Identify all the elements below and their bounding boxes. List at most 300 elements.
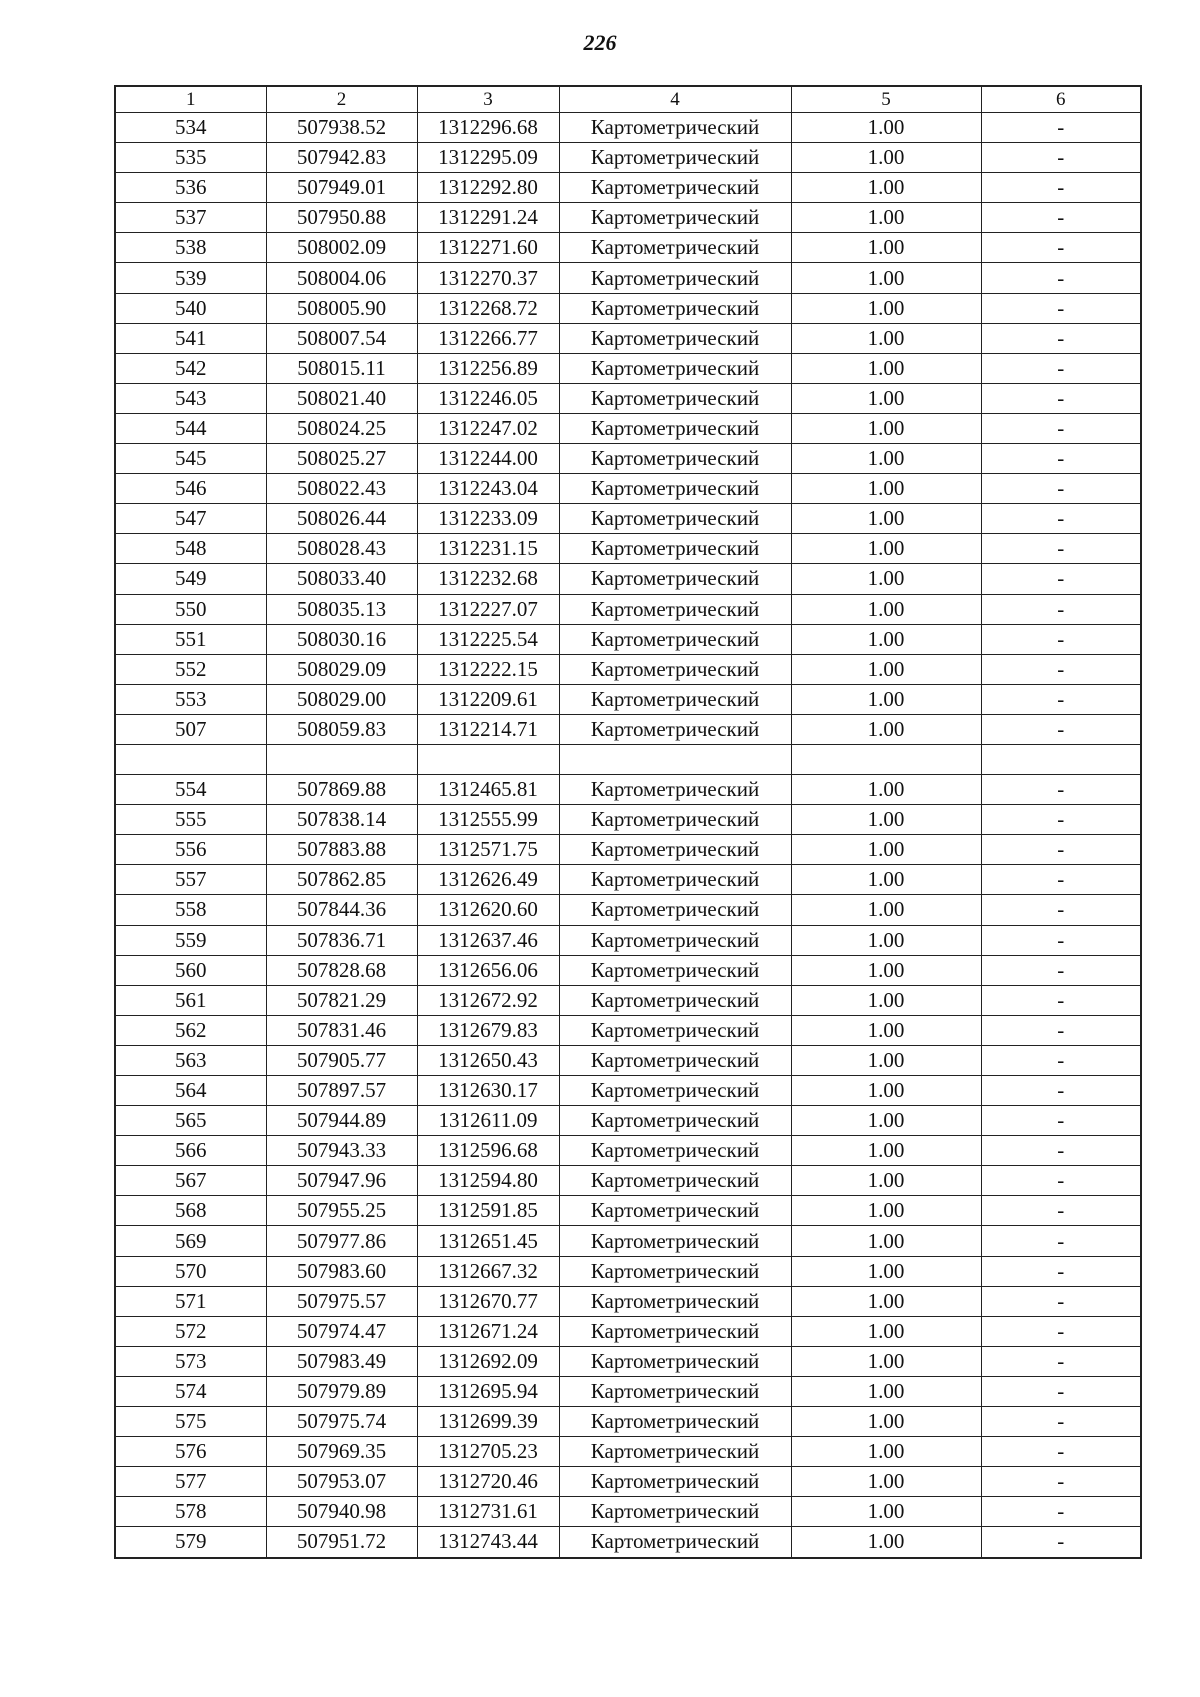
accuracy-cell: 1.00 (791, 504, 981, 534)
x-coordinate-cell: 507831.46 (266, 1015, 417, 1045)
column-header: 1 (115, 86, 266, 113)
point-number-cell: 558 (115, 895, 266, 925)
description-cell: - (981, 624, 1141, 654)
column-header: 2 (266, 86, 417, 113)
accuracy-cell: 1.00 (791, 293, 981, 323)
description-cell: - (981, 865, 1141, 895)
x-coordinate-cell: 508015.11 (266, 353, 417, 383)
point-number-cell: 545 (115, 444, 266, 474)
table-row (115, 173, 1141, 203)
table-row (115, 925, 1141, 955)
method-cell: Картометрический (559, 1015, 791, 1045)
description-cell: - (981, 1316, 1141, 1346)
column-header: 3 (417, 86, 559, 113)
x-coordinate-cell: 508029.00 (266, 684, 417, 714)
x-coordinate-cell: 508025.27 (266, 444, 417, 474)
description-cell: - (981, 1106, 1141, 1136)
method-cell: Картометрический (559, 1467, 791, 1497)
description-cell: - (981, 1136, 1141, 1166)
table-row (115, 353, 1141, 383)
method-cell: Картометрический (559, 1316, 791, 1346)
x-coordinate-cell: 507869.88 (266, 775, 417, 805)
y-coordinate-cell: 1312296.68 (417, 113, 559, 143)
point-number-cell: 552 (115, 654, 266, 684)
point-number-cell: 571 (115, 1286, 266, 1316)
point-number-cell: 549 (115, 564, 266, 594)
point-number-cell: 579 (115, 1527, 266, 1558)
accuracy-cell: 1.00 (791, 203, 981, 233)
point-number-cell: 562 (115, 1015, 266, 1045)
accuracy-cell: 1.00 (791, 835, 981, 865)
description-cell: - (981, 895, 1141, 925)
x-coordinate-cell: 507979.89 (266, 1376, 417, 1406)
method-cell: Картометрический (559, 564, 791, 594)
point-number-cell: 536 (115, 173, 266, 203)
x-coordinate-cell: 507974.47 (266, 1316, 417, 1346)
point-number-cell: 578 (115, 1497, 266, 1527)
table-row (115, 594, 1141, 624)
description-cell: - (981, 835, 1141, 865)
method-cell: Картометрический (559, 203, 791, 233)
point-number-cell: 539 (115, 263, 266, 293)
description-cell: - (981, 985, 1141, 1015)
method-cell: Картометрический (559, 1407, 791, 1437)
accuracy-cell: 1.00 (791, 233, 981, 263)
method-cell: Картометрический (559, 955, 791, 985)
x-coordinate-cell: 507838.14 (266, 805, 417, 835)
x-coordinate-cell: 507944.89 (266, 1106, 417, 1136)
point-number-cell: 554 (115, 775, 266, 805)
y-coordinate-cell: 1312295.09 (417, 143, 559, 173)
method-cell: Картометрический (559, 835, 791, 865)
description-cell: - (981, 173, 1141, 203)
table-row (115, 504, 1141, 534)
point-number-cell: 576 (115, 1437, 266, 1467)
table-row (115, 1346, 1141, 1376)
table-row (115, 413, 1141, 443)
accuracy-cell: 1.00 (791, 1316, 981, 1346)
y-coordinate-cell: 1312271.60 (417, 233, 559, 263)
x-coordinate-cell: 507983.60 (266, 1256, 417, 1286)
y-coordinate-cell: 1312232.68 (417, 564, 559, 594)
x-coordinate-cell: 508005.90 (266, 293, 417, 323)
method-cell: Картометрический (559, 1136, 791, 1166)
method-cell: Картометрический (559, 985, 791, 1015)
table-row (115, 203, 1141, 233)
accuracy-cell: 1.00 (791, 654, 981, 684)
y-coordinate-cell: 1312270.37 (417, 263, 559, 293)
description-cell: - (981, 263, 1141, 293)
point-number-cell: 534 (115, 113, 266, 143)
table-row (115, 1407, 1141, 1437)
x-coordinate-cell: 507942.83 (266, 143, 417, 173)
table-row (115, 775, 1141, 805)
method-cell: Картометрический (559, 1497, 791, 1527)
y-coordinate-cell: 1312672.92 (417, 985, 559, 1015)
point-number-cell: 538 (115, 233, 266, 263)
method-cell: Картометрический (559, 684, 791, 714)
x-coordinate-cell: 508030.16 (266, 624, 417, 654)
table-row (115, 323, 1141, 353)
x-coordinate-cell: 507953.07 (266, 1467, 417, 1497)
point-number-cell: 555 (115, 805, 266, 835)
table-row (115, 1106, 1141, 1136)
x-coordinate-cell: 507975.74 (266, 1407, 417, 1437)
x-coordinate-cell (266, 744, 417, 774)
y-coordinate-cell: 1312671.24 (417, 1316, 559, 1346)
table-row (115, 293, 1141, 323)
method-cell: Картометрический (559, 865, 791, 895)
x-coordinate-cell: 508021.40 (266, 383, 417, 413)
x-coordinate-cell: 508022.43 (266, 474, 417, 504)
table-row (115, 1316, 1141, 1346)
method-cell: Картометрический (559, 323, 791, 353)
description-cell: - (981, 504, 1141, 534)
accuracy-cell: 1.00 (791, 775, 981, 805)
point-number-cell: 556 (115, 835, 266, 865)
x-coordinate-cell: 507905.77 (266, 1045, 417, 1075)
y-coordinate-cell: 1312233.09 (417, 504, 559, 534)
y-coordinate-cell: 1312720.46 (417, 1467, 559, 1497)
table-row (115, 835, 1141, 865)
description-cell: - (981, 1286, 1141, 1316)
point-number-cell: 574 (115, 1376, 266, 1406)
point-number-cell: 547 (115, 504, 266, 534)
point-number-cell: 551 (115, 624, 266, 654)
accuracy-cell: 1.00 (791, 1256, 981, 1286)
method-cell: Картометрический (559, 353, 791, 383)
accuracy-cell: 1.00 (791, 985, 981, 1015)
table-row (115, 985, 1141, 1015)
description-cell: - (981, 413, 1141, 443)
point-number-cell: 544 (115, 413, 266, 443)
method-cell: Картометрический (559, 1166, 791, 1196)
accuracy-cell: 1.00 (791, 895, 981, 925)
x-coordinate-cell: 507897.57 (266, 1076, 417, 1106)
point-number-cell: 550 (115, 594, 266, 624)
method-cell: Картометрический (559, 925, 791, 955)
accuracy-cell: 1.00 (791, 594, 981, 624)
x-coordinate-cell: 507955.25 (266, 1196, 417, 1226)
method-cell: Картометрический (559, 113, 791, 143)
method-cell: Картометрический (559, 173, 791, 203)
page-number: 226 (583, 30, 617, 55)
table-row (115, 1136, 1141, 1166)
accuracy-cell: 1.00 (791, 1376, 981, 1406)
y-coordinate-cell: 1312656.06 (417, 955, 559, 985)
accuracy-cell: 1.00 (791, 684, 981, 714)
accuracy-cell: 1.00 (791, 955, 981, 985)
point-number-cell: 543 (115, 383, 266, 413)
accuracy-cell: 1.00 (791, 805, 981, 835)
table-row (115, 1196, 1141, 1226)
method-cell: Картометрический (559, 1376, 791, 1406)
description-cell: - (981, 805, 1141, 835)
y-coordinate-cell: 1312611.09 (417, 1106, 559, 1136)
accuracy-cell: 1.00 (791, 1015, 981, 1045)
method-cell: Картометрический (559, 383, 791, 413)
y-coordinate-cell: 1312571.75 (417, 835, 559, 865)
description-cell: - (981, 233, 1141, 263)
x-coordinate-cell: 508059.83 (266, 714, 417, 744)
accuracy-cell: 1.00 (791, 143, 981, 173)
method-cell: Картометрический (559, 775, 791, 805)
x-coordinate-cell: 507844.36 (266, 895, 417, 925)
accuracy-cell: 1.00 (791, 1226, 981, 1256)
method-cell: Картометрический (559, 504, 791, 534)
y-coordinate-cell: 1312620.60 (417, 895, 559, 925)
y-coordinate-cell: 1312222.15 (417, 654, 559, 684)
description-cell: - (981, 1407, 1141, 1437)
point-number-cell: 565 (115, 1106, 266, 1136)
point-number-cell: 560 (115, 955, 266, 985)
point-number-cell: 573 (115, 1346, 266, 1376)
accuracy-cell: 1.00 (791, 263, 981, 293)
table-row (115, 564, 1141, 594)
point-number-cell: 548 (115, 534, 266, 564)
description-cell: - (981, 1527, 1141, 1558)
point-number-cell (115, 744, 266, 774)
x-coordinate-cell: 507940.98 (266, 1497, 417, 1527)
accuracy-cell: 1.00 (791, 353, 981, 383)
table-row (115, 263, 1141, 293)
x-coordinate-cell: 507951.72 (266, 1527, 417, 1558)
table-row (115, 1256, 1141, 1286)
method-cell: Картометрический (559, 1527, 791, 1558)
accuracy-cell: 1.00 (791, 413, 981, 443)
description-cell: - (981, 1196, 1141, 1226)
x-coordinate-cell: 507983.49 (266, 1346, 417, 1376)
table-row (115, 474, 1141, 504)
method-cell: Картометрический (559, 1437, 791, 1467)
table-row (115, 1166, 1141, 1196)
accuracy-cell: 1.00 (791, 323, 981, 353)
description-cell: - (981, 113, 1141, 143)
accuracy-cell: 1.00 (791, 1076, 981, 1106)
description-cell: - (981, 444, 1141, 474)
y-coordinate-cell: 1312247.02 (417, 413, 559, 443)
y-coordinate-cell: 1312594.80 (417, 1166, 559, 1196)
y-coordinate-cell: 1312667.32 (417, 1256, 559, 1286)
description-cell: - (981, 383, 1141, 413)
method-cell: Картометрический (559, 143, 791, 173)
y-coordinate-cell: 1312692.09 (417, 1346, 559, 1376)
table-row (115, 233, 1141, 263)
point-number-cell: 535 (115, 143, 266, 173)
point-number-cell: 561 (115, 985, 266, 1015)
y-coordinate-cell: 1312626.49 (417, 865, 559, 895)
method-cell: Картометрический (559, 714, 791, 744)
y-coordinate-cell: 1312292.80 (417, 173, 559, 203)
y-coordinate-cell: 1312214.71 (417, 714, 559, 744)
table-row (115, 143, 1141, 173)
description-cell: - (981, 1346, 1141, 1376)
x-coordinate-cell: 508033.40 (266, 564, 417, 594)
table-row (115, 1015, 1141, 1045)
description-cell: - (981, 1467, 1141, 1497)
table-row (115, 1527, 1141, 1558)
x-coordinate-cell: 507836.71 (266, 925, 417, 955)
table-row (115, 955, 1141, 985)
table-row (115, 1045, 1141, 1075)
accuracy-cell: 1.00 (791, 925, 981, 955)
point-number-cell: 575 (115, 1407, 266, 1437)
point-number-cell: 537 (115, 203, 266, 233)
accuracy-cell: 1.00 (791, 564, 981, 594)
method-cell: Картометрический (559, 1226, 791, 1256)
accuracy-cell: 1.00 (791, 534, 981, 564)
accuracy-cell: 1.00 (791, 1437, 981, 1467)
y-coordinate-cell: 1312266.77 (417, 323, 559, 353)
method-cell: Картометрический (559, 1256, 791, 1286)
method-cell: Картометрический (559, 474, 791, 504)
description-cell: - (981, 1437, 1141, 1467)
y-coordinate-cell: 1312651.45 (417, 1226, 559, 1256)
method-cell: Картометрический (559, 805, 791, 835)
point-number-cell: 572 (115, 1316, 266, 1346)
x-coordinate-cell: 507947.96 (266, 1166, 417, 1196)
description-cell: - (981, 323, 1141, 353)
y-coordinate-cell: 1312699.39 (417, 1407, 559, 1437)
table-row (115, 865, 1141, 895)
column-header: 5 (791, 86, 981, 113)
y-coordinate-cell: 1312743.44 (417, 1527, 559, 1558)
description-cell: - (981, 564, 1141, 594)
description-cell: - (981, 594, 1141, 624)
description-cell (981, 744, 1141, 774)
accuracy-cell: 1.00 (791, 383, 981, 413)
table-row (115, 113, 1141, 143)
method-cell: Картометрический (559, 444, 791, 474)
x-coordinate-cell: 508035.13 (266, 594, 417, 624)
y-coordinate-cell: 1312291.24 (417, 203, 559, 233)
method-cell: Картометрический (559, 1106, 791, 1136)
x-coordinate-cell: 508028.43 (266, 534, 417, 564)
y-coordinate-cell: 1312679.83 (417, 1015, 559, 1045)
point-number-cell: 541 (115, 323, 266, 353)
point-number-cell: 569 (115, 1226, 266, 1256)
x-coordinate-cell: 507862.85 (266, 865, 417, 895)
y-coordinate-cell: 1312555.99 (417, 805, 559, 835)
accuracy-cell: 1.00 (791, 1045, 981, 1075)
x-coordinate-cell: 507977.86 (266, 1226, 417, 1256)
point-number-cell: 559 (115, 925, 266, 955)
table-row (115, 383, 1141, 413)
accuracy-cell: 1.00 (791, 1286, 981, 1316)
table-row (115, 1076, 1141, 1106)
description-cell: - (981, 1076, 1141, 1106)
description-cell: - (981, 955, 1141, 985)
coordinates-table (114, 85, 1142, 1559)
method-cell: Картометрический (559, 1286, 791, 1316)
table-row (115, 895, 1141, 925)
y-coordinate-cell: 1312591.85 (417, 1196, 559, 1226)
point-number-cell: 577 (115, 1467, 266, 1497)
accuracy-cell: 1.00 (791, 1407, 981, 1437)
method-cell: Картометрический (559, 654, 791, 684)
point-number-cell: 566 (115, 1136, 266, 1166)
method-cell: Картометрический (559, 624, 791, 654)
method-cell: Картометрический (559, 233, 791, 263)
table-row (115, 1497, 1141, 1527)
x-coordinate-cell: 507949.01 (266, 173, 417, 203)
method-cell: Картометрический (559, 413, 791, 443)
description-cell: - (981, 203, 1141, 233)
method-cell: Картометрический (559, 263, 791, 293)
accuracy-cell: 1.00 (791, 113, 981, 143)
point-number-cell: 563 (115, 1045, 266, 1075)
table-row (115, 654, 1141, 684)
table-body (115, 113, 1141, 1558)
x-coordinate-cell: 508024.25 (266, 413, 417, 443)
table-row (115, 805, 1141, 835)
table-row (115, 684, 1141, 714)
description-cell: - (981, 1497, 1141, 1527)
table-row (115, 744, 1141, 774)
description-cell: - (981, 1045, 1141, 1075)
x-coordinate-cell: 508029.09 (266, 654, 417, 684)
point-number-cell: 568 (115, 1196, 266, 1226)
x-coordinate-cell: 507969.35 (266, 1437, 417, 1467)
y-coordinate-cell: 1312596.68 (417, 1136, 559, 1166)
table-row (115, 1467, 1141, 1497)
accuracy-cell: 1.00 (791, 1527, 981, 1558)
method-cell: Картометрический (559, 1076, 791, 1106)
accuracy-cell: 1.00 (791, 1136, 981, 1166)
description-cell: - (981, 925, 1141, 955)
x-coordinate-cell: 508007.54 (266, 323, 417, 353)
method-cell: Картометрический (559, 293, 791, 323)
y-coordinate-cell: 1312227.07 (417, 594, 559, 624)
y-coordinate-cell: 1312209.61 (417, 684, 559, 714)
accuracy-cell: 1.00 (791, 474, 981, 504)
accuracy-cell: 1.00 (791, 1196, 981, 1226)
description-cell: - (981, 1256, 1141, 1286)
description-cell: - (981, 1166, 1141, 1196)
y-coordinate-cell: 1312637.46 (417, 925, 559, 955)
accuracy-cell: 1.00 (791, 1497, 981, 1527)
description-cell: - (981, 353, 1141, 383)
description-cell: - (981, 775, 1141, 805)
point-number-cell: 567 (115, 1166, 266, 1196)
accuracy-cell (791, 744, 981, 774)
accuracy-cell: 1.00 (791, 1467, 981, 1497)
y-coordinate-cell: 1312256.89 (417, 353, 559, 383)
y-coordinate-cell: 1312705.23 (417, 1437, 559, 1467)
y-coordinate-cell: 1312465.81 (417, 775, 559, 805)
description-cell: - (981, 684, 1141, 714)
x-coordinate-cell: 508004.06 (266, 263, 417, 293)
y-coordinate-cell: 1312246.05 (417, 383, 559, 413)
x-coordinate-cell: 507943.33 (266, 1136, 417, 1166)
y-coordinate-cell: 1312630.17 (417, 1076, 559, 1106)
x-coordinate-cell: 507950.88 (266, 203, 417, 233)
description-cell: - (981, 293, 1141, 323)
y-coordinate-cell: 1312670.77 (417, 1286, 559, 1316)
method-cell (559, 744, 791, 774)
y-coordinate-cell: 1312243.04 (417, 474, 559, 504)
y-coordinate-cell: 1312650.43 (417, 1045, 559, 1075)
table-row (115, 1376, 1141, 1406)
table-row (115, 1226, 1141, 1256)
x-coordinate-cell: 508002.09 (266, 233, 417, 263)
table-row (115, 444, 1141, 474)
x-coordinate-cell: 507828.68 (266, 955, 417, 985)
method-cell: Картометрический (559, 1346, 791, 1376)
point-number-cell: 564 (115, 1076, 266, 1106)
column-header: 6 (981, 86, 1141, 113)
column-header: 4 (559, 86, 791, 113)
